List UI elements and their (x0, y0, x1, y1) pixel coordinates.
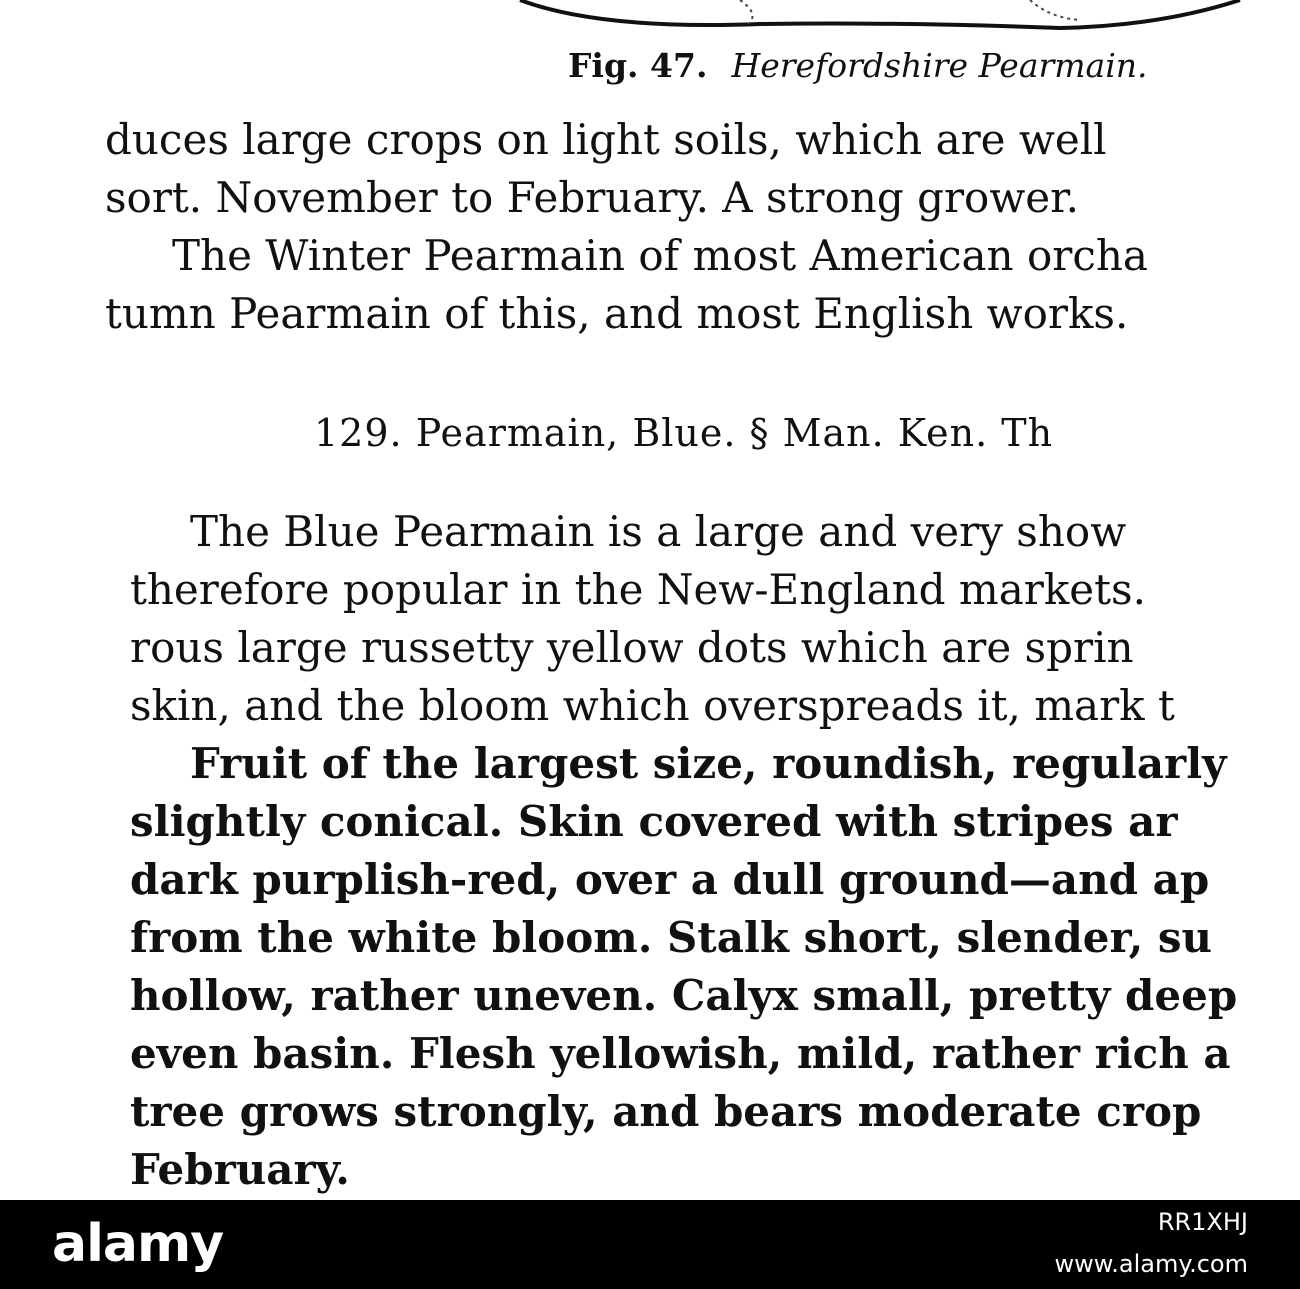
text-line-4: tumn Pearmain of this, and most English works. (105, 289, 1129, 338)
text-line-2: sort. November to February. A strong grower. (105, 173, 1079, 222)
text-line-11: slightly conical. Skin covered with stripes ar (130, 797, 1178, 846)
text-line-15: even basin. Flesh yellowish, mild, rather rich a (130, 1029, 1231, 1078)
image-code: RR1XHJ (1157, 1208, 1248, 1236)
text-line-7: therefore popular in the New-England markets. (130, 565, 1146, 614)
fruit-illustration-outline (0, 0, 1300, 40)
text-line-9: skin, and the bloom which overspreads it, mark t (130, 681, 1175, 730)
figure-name: Herefordshire Pearmain. (731, 46, 1148, 85)
text-line-13: from the white bloom. Stalk short, slender, su (130, 913, 1213, 962)
text-line-16: tree grows strongly, and bears moderate crop (130, 1087, 1202, 1136)
text-line-12: dark purplish-red, over a dull ground—and ap (130, 855, 1210, 904)
text-line-6: The Blue Pearmain is a large and very show (190, 507, 1127, 556)
figure-caption (568, 44, 1148, 88)
text-line-8: rous large russetty yellow dots which are sprin (130, 623, 1134, 672)
site-url: www.alamy.com (1054, 1250, 1248, 1278)
text-line-10: Fruit of the largest size, roundish, regularly (190, 739, 1227, 788)
alamy-logo: alamy (52, 1214, 224, 1274)
text-line-1: duces large crops on light soils, which are well (105, 115, 1107, 164)
text-line-3: The Winter Pearmain of most American orcha (172, 231, 1148, 280)
text-line-14: hollow, rather uneven. Calyx small, pretty deep (130, 971, 1238, 1020)
section-heading: 129. Pearmain, Blue. § Man. Ken. Th (314, 411, 1054, 455)
watermark-footer (0, 1200, 1300, 1289)
text-line-17: February. (130, 1145, 350, 1194)
figure-number: Fig. 47. (568, 46, 708, 85)
